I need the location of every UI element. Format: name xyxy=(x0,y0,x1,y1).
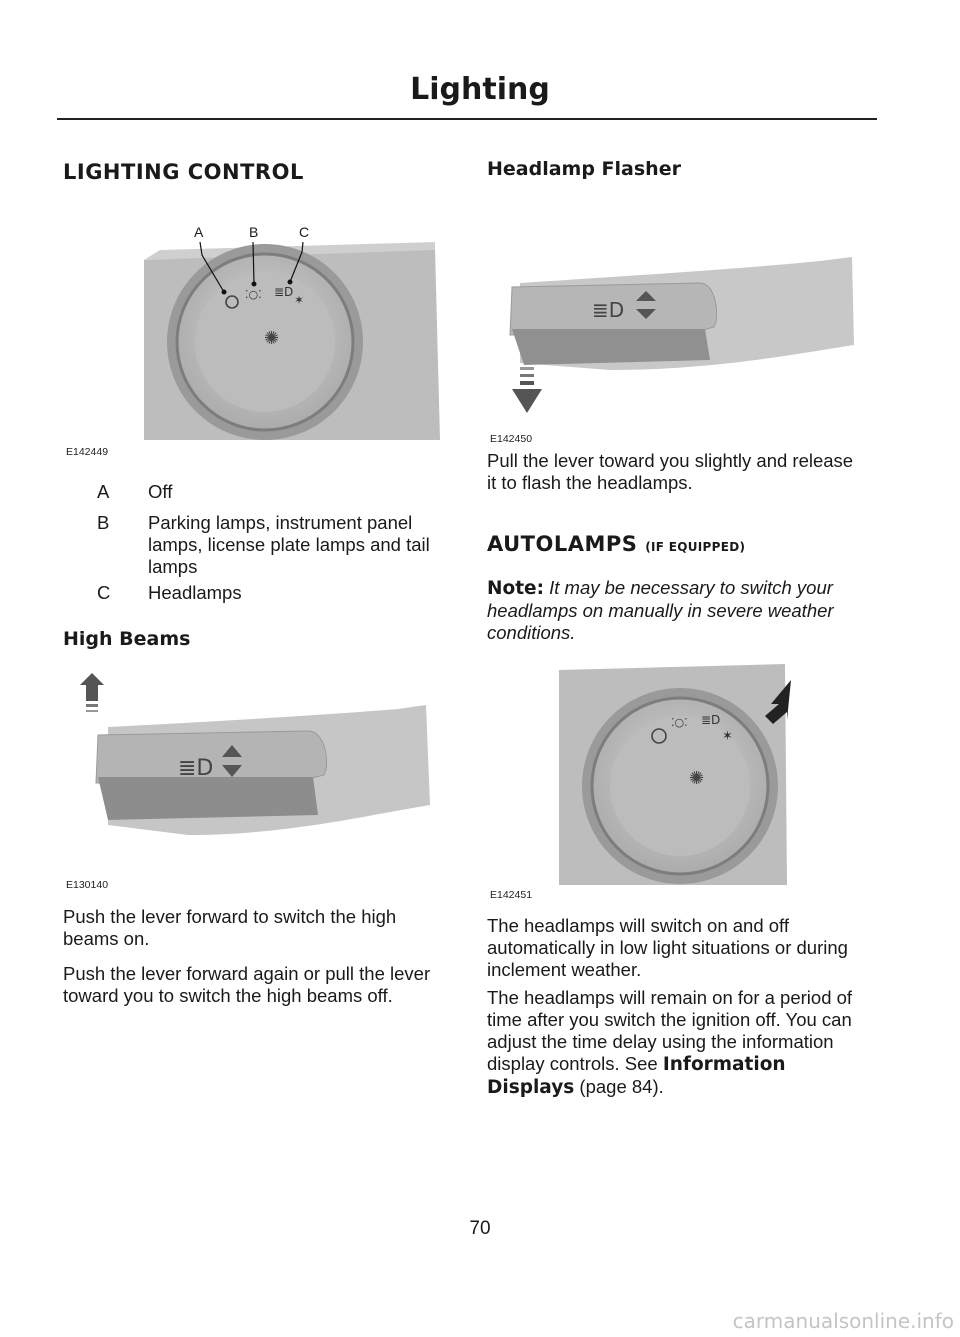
svg-text:⁚○⁚: ⁚○⁚ xyxy=(671,716,688,729)
legend-description: Headlamps xyxy=(148,582,242,603)
paragraph-text: The headlamps will remain on for a period of time after you switch the ignition off. You can adjust the time delay using the information display controls. See xyxy=(487,987,853,1074)
section-title-text: AUTOLAMPS xyxy=(487,532,638,556)
note-label: Note: xyxy=(487,578,544,599)
paragraph: The headlamps will switch on and off automatically in low light situations or during inclement weather. xyxy=(487,915,848,980)
section-title-autolamps xyxy=(487,532,745,556)
legend-letter: C xyxy=(97,582,111,603)
page-reference: (page 84). xyxy=(579,1076,664,1097)
figure-autolamp-switch xyxy=(555,660,795,885)
header-divider xyxy=(57,118,877,120)
legend-row xyxy=(97,582,457,604)
figure-code: E130140 xyxy=(66,879,109,891)
callout-b: B xyxy=(249,224,259,240)
svg-text:✶: ✶ xyxy=(722,729,733,744)
figure-lighting-switch xyxy=(140,220,440,440)
figure-code: E142450 xyxy=(490,433,533,445)
legend-row xyxy=(97,481,457,503)
paragraph: Push the lever forward to switch the high beams on. xyxy=(63,906,397,949)
section-title-lighting-control: LIGHTING CONTROL xyxy=(63,160,304,184)
callout-c: C xyxy=(299,224,310,240)
paragraph xyxy=(487,987,872,1099)
cross-reference-link[interactable]: Information Displays xyxy=(487,1054,786,1098)
section-title-suffix: (IF EQUIPPED) xyxy=(645,540,746,554)
svg-text:✺: ✺ xyxy=(689,768,705,789)
legend-description: Off xyxy=(148,481,173,502)
figure-high-beam-lever xyxy=(68,665,438,875)
watermark[interactable]: carmanualsonline.info xyxy=(732,1309,954,1333)
svg-text:✺: ✺ xyxy=(264,328,280,349)
figure-headlamp-flasher-lever xyxy=(490,225,860,420)
subsection-title-high-beams: High Beams xyxy=(63,628,191,650)
page-header-title: Lighting xyxy=(410,72,550,107)
svg-text:≣D: ≣D xyxy=(274,285,294,299)
svg-text:≣D: ≣D xyxy=(701,713,721,727)
svg-text:✶: ✶ xyxy=(294,293,305,307)
svg-text:⁚○⁚: ⁚○⁚ xyxy=(245,288,262,301)
page-number: 70 xyxy=(469,1218,491,1239)
subsection-title-headlamp-flasher: Headlamp Flasher xyxy=(487,158,681,180)
figure-code: E142449 xyxy=(66,446,109,458)
note xyxy=(487,577,867,644)
legend-description: Parking lamps, instrument panel lamps, license plate lamps and tail lamps xyxy=(148,512,430,577)
paragraph: Pull the lever toward you slightly and release it to flash the headlamps. xyxy=(487,450,854,493)
svg-text:≣D: ≣D xyxy=(178,756,214,781)
figure-code: E142451 xyxy=(490,889,533,901)
legend-letter: B xyxy=(97,512,110,533)
legend-letter: A xyxy=(97,481,110,502)
svg-text:≣D: ≣D xyxy=(592,298,625,322)
note-text: It may be necessary to switch your headlamps on manually in severe weather conditions. xyxy=(487,577,834,643)
callout-a: A xyxy=(194,224,204,240)
paragraph: Push the lever forward again or pull the lever toward you to switch the high beams off. xyxy=(63,963,431,1006)
legend-row xyxy=(97,512,457,578)
